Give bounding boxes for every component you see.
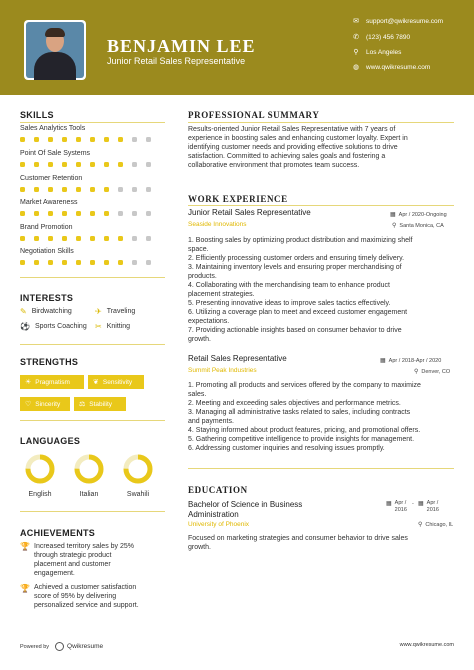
skill-dot-empty xyxy=(146,260,151,265)
knitting-icon: ✂ xyxy=(95,322,102,331)
contact-email[interactable]: ✉ support@qwikresume.com xyxy=(353,17,444,25)
skill-dot-filled xyxy=(48,260,53,265)
skill-dot-filled xyxy=(104,162,109,167)
skill-rating xyxy=(20,211,160,216)
skill-dot-filled xyxy=(48,236,53,241)
skill-dot-filled xyxy=(62,236,67,241)
strength-badge: ♡ Sincerity xyxy=(20,397,70,411)
education-location: ⚲ Chicago, IL xyxy=(418,521,454,528)
job-location: ⚲ Santa Monica, CA xyxy=(392,222,444,229)
qwikresume-logo-icon xyxy=(55,642,64,651)
language-ring xyxy=(24,453,56,485)
skill-rating xyxy=(20,260,160,265)
plane-icon: ✈ xyxy=(95,307,102,316)
experience-title: WORK EXPERIENCE xyxy=(188,194,288,204)
skill-dot-filled xyxy=(90,187,95,192)
job-title: Junior Retail Sales Representative xyxy=(188,208,311,217)
profile-photo xyxy=(24,20,86,80)
skill-dot-filled xyxy=(76,236,81,241)
skill-dot-filled xyxy=(20,236,25,241)
skill-dot-filled xyxy=(20,162,25,167)
languages-title: LANGUAGES xyxy=(20,436,81,446)
skill-dot-empty xyxy=(132,236,137,241)
location-pin-icon: ⚲ xyxy=(418,522,423,528)
skill-dot-filled xyxy=(48,211,53,216)
stability-icon: ⚖ xyxy=(79,401,86,408)
skill-name: Customer Retention xyxy=(20,175,83,182)
skills-title: SKILLS xyxy=(20,110,54,120)
skills-divider xyxy=(20,122,165,123)
skill-dot-empty xyxy=(132,211,137,216)
interest-item: ⚽ Sports Coaching xyxy=(20,322,87,331)
skill-dot-filled xyxy=(62,260,67,265)
skill-dot-filled xyxy=(104,260,109,265)
skill-dot-empty xyxy=(132,162,137,167)
calendar-icon: ▦ xyxy=(390,212,396,218)
calendar-icon: ▦ xyxy=(380,358,386,364)
section-divider xyxy=(20,511,165,512)
achievements-title: ACHIEVEMENTS xyxy=(20,528,96,538)
skill-dot-filled xyxy=(104,211,109,216)
strengths-title: STRENGTHS xyxy=(20,357,79,367)
strength-badge: ☀ Pragmatism xyxy=(20,375,84,389)
section-divider xyxy=(20,277,165,278)
resume-footer xyxy=(0,632,474,670)
skill-dot-filled xyxy=(118,260,123,265)
skill-dot-empty xyxy=(146,236,151,241)
date-separator: - xyxy=(412,501,414,507)
skill-dot-filled xyxy=(90,211,95,216)
skill-rating xyxy=(20,162,160,167)
skill-dot-filled xyxy=(62,137,67,142)
skill-dot-filled xyxy=(90,162,95,167)
skill-dot-filled xyxy=(104,187,109,192)
job-title: Retail Sales Representative xyxy=(188,354,287,363)
skill-name: Point Of Sale Systems xyxy=(20,150,91,157)
skill-dot-empty xyxy=(146,137,151,142)
location-pin-icon: ⚲ xyxy=(414,369,419,375)
skill-name: Sales Analytics Tools xyxy=(20,125,86,132)
skill-dot-filled xyxy=(90,137,95,142)
skill-dot-filled xyxy=(76,137,81,142)
skill-dot-filled xyxy=(20,211,25,216)
location-pin-icon: ⚲ xyxy=(353,49,359,56)
skill-dot-filled xyxy=(34,162,39,167)
contact-website[interactable]: ◍ www.qwikresume.com xyxy=(352,63,431,71)
education-date-end: ▦ Apr / 2016 xyxy=(418,500,439,513)
sports-icon: ⚽ xyxy=(20,322,30,331)
globe-icon: ◍ xyxy=(352,64,360,71)
skill-dot-filled xyxy=(76,211,81,216)
job-bullets: 1. Promoting all products and services offered by the company to maximize sales. 2. Meeting and exceeding sales objectives and performance metrics. 3. Managing all administrative tasks related to sales, including contracts and payments. 4. Staying informed about product features, pricing, and promotional offers. 5. Gathering competitive intelligence to provide insights for management. 6. Addressing customer inquiries and resolving issues promptly. xyxy=(188,382,421,452)
skill-dot-filled xyxy=(76,260,81,265)
skill-dot-filled xyxy=(34,236,39,241)
skill-name: Negotiation Skills xyxy=(20,248,74,255)
interest-item: ✈ Traveling xyxy=(95,307,136,316)
pragmatism-icon: ☀ xyxy=(25,379,32,386)
phone-icon: ✆ xyxy=(353,34,359,41)
skill-dot-filled xyxy=(118,162,123,167)
skill-dot-filled xyxy=(118,137,123,142)
sensitivity-icon: ❦ xyxy=(93,379,99,386)
skill-dot-filled xyxy=(34,260,39,265)
achievement-text: Increased territory sales by 25% through strategic product placement and customer engagement. xyxy=(34,543,134,577)
skill-dot-empty xyxy=(146,211,151,216)
section-divider xyxy=(20,420,165,421)
interests-title: INTERESTS xyxy=(20,293,74,303)
skill-dot-filled xyxy=(48,187,53,192)
education-title: EDUCATION xyxy=(188,485,248,495)
skill-name: Brand Promotion xyxy=(20,224,73,231)
email-icon: ✉ xyxy=(353,18,359,25)
skill-dot-filled xyxy=(34,137,39,142)
skill-dot-filled xyxy=(76,162,81,167)
skill-dot-filled xyxy=(118,236,123,241)
interest-item: ✂ Knitting xyxy=(95,322,131,331)
resume-header xyxy=(0,0,474,95)
strength-badge: ⚖ Stability xyxy=(74,397,126,411)
skill-dot-filled xyxy=(20,260,25,265)
skill-dot-empty xyxy=(132,137,137,142)
education-description: Focused on marketing strategies and consumer behavior to drive sales growth. xyxy=(188,535,408,551)
skill-dot-empty xyxy=(146,187,151,192)
skill-dot-filled xyxy=(62,211,67,216)
candidate-title: Junior Retail Sales Representative xyxy=(107,56,246,66)
skill-dot-empty xyxy=(132,260,137,265)
language-label: English xyxy=(28,491,52,498)
summary-text: Results-oriented Junior Retail Sales Representative with 7 years of experience in boosting sales and enhancing customer loyalty. Expert in identifying customer needs and providing effective solutions to drive satisfaction. Committed to achieving sales goals and fostering a collaborative environment that promotes team success. xyxy=(188,126,408,169)
language-label: Italian xyxy=(79,491,99,498)
achievement-text: Achieved a customer satisfaction score of 95% by delivering personalized service and support. xyxy=(34,584,139,609)
skill-dot-filled xyxy=(62,162,67,167)
interest-item: ✎ Birdwatching xyxy=(20,307,72,316)
school-name: University of Phoenix xyxy=(188,521,250,528)
company-name: Summit Peak Industries xyxy=(188,367,257,374)
company-name: Seaside Innovations xyxy=(188,221,247,228)
language-ring xyxy=(73,453,105,485)
education-date-start: ▦ Apr / 2016 xyxy=(386,500,407,513)
trophy-icon: 🏆 xyxy=(20,542,30,551)
skill-rating xyxy=(20,187,160,192)
degree-title: Bachelor of Science in Business Administration xyxy=(188,500,303,519)
skill-dot-filled xyxy=(34,211,39,216)
skill-dot-filled xyxy=(62,187,67,192)
strength-badge: ❦ Sensitivity xyxy=(88,375,144,389)
calendar-icon: ▦ xyxy=(418,501,424,507)
section-divider xyxy=(20,344,165,345)
skill-rating xyxy=(20,137,160,142)
job-bullets: 1. Boosting sales by optimizing product distribution and maximizing shelf space. 2. Efficiently processing customer orders and ensuring timely delivery. 3. Maintaining inventory levels and ensuring proper merchandising of products. 4. Collaborating with the merchandising team to enhance product placement strategies. 5. Presenting innovative ideas to improve sales tactics effectively. 6. Utilizing a coverage plan to meet and exceed customer engagement expectations. 7. Providing actionable insights based on consumer behavior to drive growth. xyxy=(188,237,413,343)
language-label: Swahili xyxy=(126,491,150,498)
skill-dot-empty xyxy=(118,211,123,216)
summary-divider xyxy=(188,122,454,123)
calendar-icon: ▦ xyxy=(386,501,392,507)
footer-website[interactable]: www.qwikresume.com xyxy=(399,642,454,648)
job-date: ▦ Apr / 2020-Ongoing xyxy=(390,211,447,218)
trophy-icon: 🏆 xyxy=(20,584,30,593)
experience-divider xyxy=(188,205,454,206)
skill-dot-filled xyxy=(48,162,53,167)
skill-rating xyxy=(20,236,160,241)
skill-dot-filled xyxy=(104,236,109,241)
skill-name: Market Awareness xyxy=(20,199,78,206)
skill-dot-empty xyxy=(132,187,137,192)
candidate-name: BENJAMIN LEE xyxy=(107,36,256,56)
skill-dot-filled xyxy=(90,260,95,265)
skill-dot-empty xyxy=(118,187,123,192)
contact-phone[interactable]: ✆ (123) 456 7890 xyxy=(353,33,411,41)
pencil-icon: ✎ xyxy=(20,307,27,316)
skill-dot-filled xyxy=(20,137,25,142)
job-date: ▦ Apr / 2018-Apr / 2020 xyxy=(380,357,442,364)
job-location: ⚲ Denver, CO xyxy=(414,368,451,375)
language-ring xyxy=(122,453,154,485)
location-pin-icon: ⚲ xyxy=(392,223,397,229)
skill-dot-filled xyxy=(48,137,53,142)
skill-dot-filled xyxy=(76,187,81,192)
sincerity-icon: ♡ xyxy=(25,401,32,408)
summary-title: PROFESSIONAL SUMMARY xyxy=(188,110,320,120)
skill-dot-filled xyxy=(90,236,95,241)
skill-dot-empty xyxy=(146,162,151,167)
skill-dot-filled xyxy=(34,187,39,192)
contact-location: ⚲ Los Angeles xyxy=(353,48,402,56)
section-divider xyxy=(188,468,454,469)
skill-dot-filled xyxy=(104,137,109,142)
skill-dot-filled xyxy=(20,187,25,192)
powered-by: Powered by Qwikresume xyxy=(20,643,104,650)
